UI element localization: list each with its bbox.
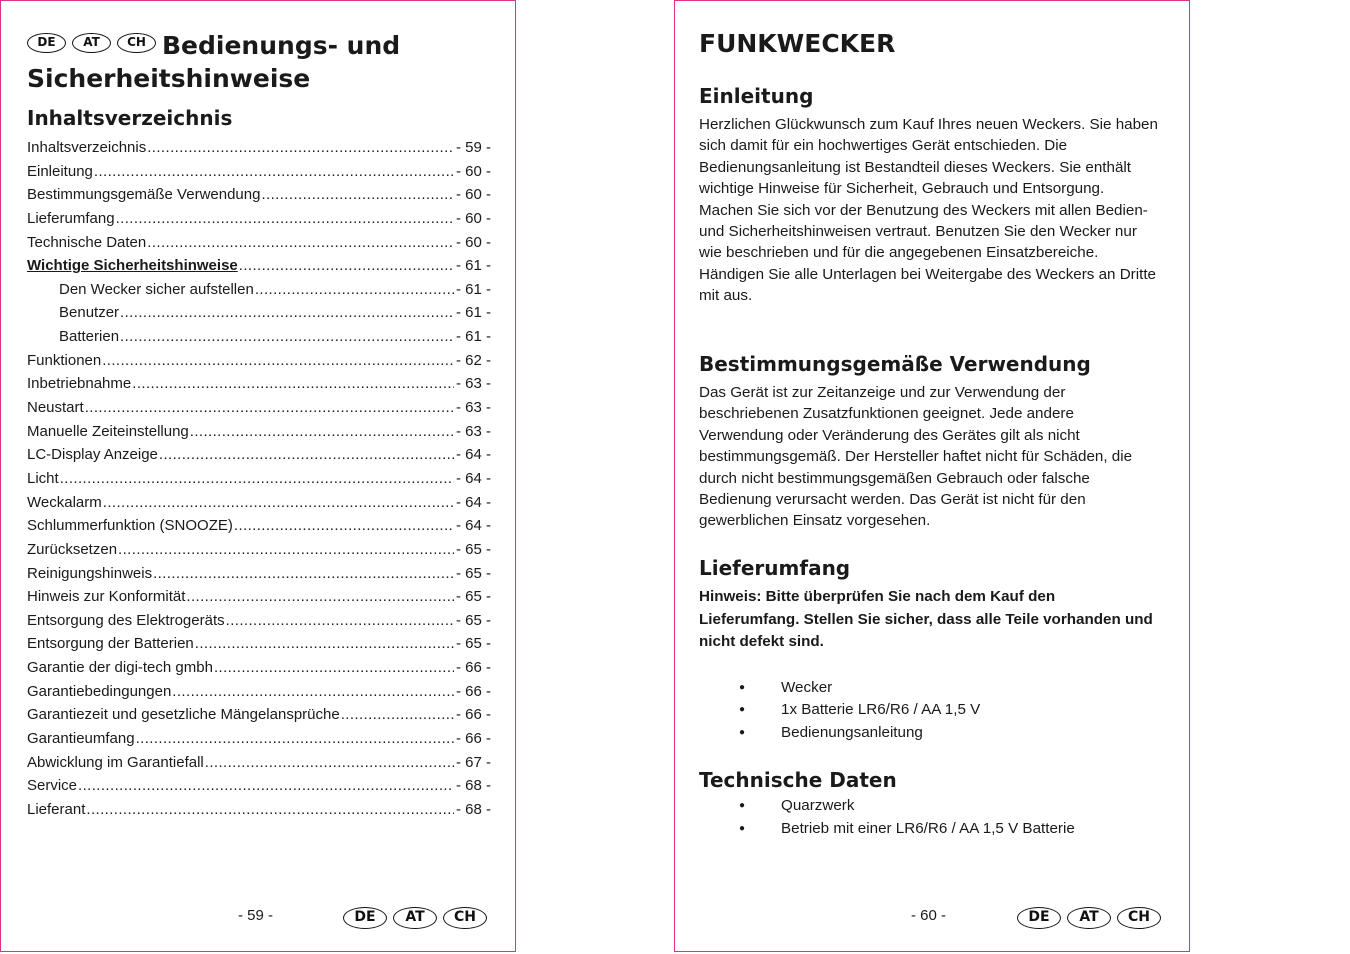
toc-entry-label: Neustart <box>27 399 84 417</box>
toc-leader-dots <box>132 372 454 396</box>
toc-entry-page: - 65 - <box>455 564 491 582</box>
toc-entry-page: - 65 - <box>455 635 491 653</box>
right-page <box>674 0 1190 952</box>
toc-leader-dots <box>147 231 454 255</box>
toc-leader-dots <box>239 254 454 278</box>
toc-entry[interactable] <box>27 396 491 420</box>
list-item: ● Bedienungsanleitung <box>699 722 1159 745</box>
list-item: ● Betrieb mit einer LR6/R6 / AA 1,5 V Batterie <box>699 818 1159 841</box>
page-title <box>27 29 497 95</box>
delivery-list <box>699 677 1159 745</box>
toc-leader-dots <box>120 301 454 325</box>
toc-entry-label: Bestimmungsgemäße Verwendung <box>27 186 261 204</box>
paragraph: Herzlichen Glückwunsch zum Kauf Ihres neuen Weckers. Sie haben sich damit für ein hochwertiges Gerät entschieden. Die Bedienungsanleitung ist Bestandteil dieses Weckers. Sie enthält wichtige Hinweise für Sicherheit, Gebrauch und Entsorgung. Machen Sie sich vor der Benutzung des Weckers mit allen Bedien- und Sicherheitshinweisen vertraut. Benutzen Sie den Wecker nur wie beschrieben und für die angegebenen Einsatzbereiche. <box>699 116 1158 262</box>
toc-leader-dots <box>103 491 454 515</box>
toc-entry[interactable] <box>27 514 491 538</box>
toc-entry-page: - 61 - <box>455 280 491 298</box>
toc-entry-page: - 64 - <box>455 446 491 464</box>
toc-entry-label: Zurücksetzen <box>27 540 118 558</box>
toc-entry[interactable] <box>27 585 491 609</box>
page-number: - 60 - <box>911 907 947 924</box>
toc-entry-page: - 62 - <box>455 351 491 369</box>
toc-entry-label: Garantieumfang <box>27 730 135 748</box>
toc-entry-page: - 66 - <box>455 706 491 724</box>
toc-entry-page: - 65 - <box>455 611 491 629</box>
toc-entry-label: Lieferumfang <box>27 209 115 227</box>
toc-entry-page: - 66 - <box>455 730 491 748</box>
toc-entry-page: - 61 - <box>455 328 491 346</box>
toc-entry-page: - 64 - <box>455 469 491 487</box>
toc-entry-page: - 61 - <box>455 257 491 275</box>
toc-entry[interactable] <box>27 183 491 207</box>
toc-entry-page: - 64 - <box>455 517 491 535</box>
page-title-text: Bedienungs- und Sicherheitshinweise <box>27 31 401 93</box>
toc-entry[interactable] <box>27 609 491 633</box>
toc-entry-label: Reinigungshinweis <box>27 564 153 582</box>
toc-leader-dots <box>147 136 454 160</box>
toc-entry-page: - 60 - <box>455 233 491 251</box>
toc-entry[interactable] <box>27 301 491 325</box>
toc-entry-page: - 66 - <box>455 659 491 677</box>
paragraph: Das Gerät ist zur Zeitanzeige und zur Verwendung der beschriebenen Zusatzfunktionen geeignet. Jede andere Verwendung oder Veränderung des Gerätes gilt als nicht bestimmungsgemäß. Der Hersteller haftet nicht für Schäden, die durch nicht bestimmungsgemäßen Gebrauch oder falsche Bedienung verursacht werden. Das Gerät ist nicht für den gewerblichen Einsatz vorgesehen. <box>699 384 1133 530</box>
toc-entry-page: - 65 - <box>455 588 491 606</box>
section-verwendung <box>699 351 1159 532</box>
product-title: FUNKWECKER <box>699 29 896 58</box>
toc-leader-dots <box>195 632 454 656</box>
page-number: - 59 - <box>238 907 274 924</box>
toc-leader-dots <box>94 160 454 184</box>
section-heading: Bestimmungsgemäße Verwendung <box>699 352 1091 376</box>
toc-entry[interactable] <box>27 160 491 184</box>
toc-entry-label: Hinweis zur Konformität <box>27 588 186 606</box>
toc-leader-dots <box>186 585 454 609</box>
section-technik <box>699 767 1159 841</box>
flag-ch-icon: CH <box>117 33 156 53</box>
toc-entry[interactable] <box>27 136 491 160</box>
flag-de-icon: DE <box>27 33 66 53</box>
toc-entry-label: Entsorgung der Batterien <box>27 635 194 653</box>
toc-entry-page: - 66 - <box>455 682 491 700</box>
toc-leader-dots <box>118 538 454 562</box>
specs-list <box>699 795 1159 841</box>
toc-entry-label: LC-Display Anzeige <box>27 446 158 464</box>
table-of-contents <box>27 136 491 822</box>
list-item: ● 1x Batterie LR6/R6 / AA 1,5 V <box>699 699 1159 722</box>
section-heading: Einleitung <box>699 84 814 108</box>
toc-leader-dots <box>85 396 454 420</box>
toc-leader-dots <box>136 727 454 751</box>
toc-entry-label: Manuelle Zeiteinstellung <box>27 422 189 440</box>
toc-leader-dots <box>341 703 454 727</box>
toc-entry[interactable] <box>27 656 491 680</box>
flag-de-icon: DE <box>343 907 387 929</box>
toc-entry-page: - 64 - <box>455 493 491 511</box>
toc-leader-dots <box>205 751 454 775</box>
toc-leader-dots <box>190 420 454 444</box>
list-item: ● Quarzwerk <box>699 795 1159 818</box>
toc-entry-label: Benutzer <box>59 304 120 322</box>
list-item: ● Wecker <box>699 677 1159 700</box>
toc-leader-dots <box>214 656 454 680</box>
toc-entry-page: - 65 - <box>455 540 491 558</box>
toc-entry-label: Garantiebedingungen <box>27 682 172 700</box>
toc-entry[interactable] <box>27 278 491 302</box>
toc-entry-page: - 61 - <box>455 304 491 322</box>
toc-entry-label: Technische Daten <box>27 233 147 251</box>
toc-entry-label: Funktionen <box>27 351 102 369</box>
toc-leader-dots <box>226 609 454 633</box>
toc-leader-dots <box>116 207 454 231</box>
toc-entry[interactable] <box>27 231 491 255</box>
toc-entry-label: Weckalarm <box>27 493 102 511</box>
toc-entry-label: Batterien <box>59 328 120 346</box>
toc-entry-page: - 60 - <box>455 186 491 204</box>
toc-leader-dots <box>86 798 454 822</box>
toc-entry-page: - 63 - <box>455 422 491 440</box>
toc-leader-dots <box>172 680 454 704</box>
toc-leader-dots <box>120 325 454 349</box>
toc-entry-label: Lieferant <box>27 800 86 818</box>
footer-flags <box>1017 907 1161 929</box>
toc-leader-dots <box>261 183 454 207</box>
toc-entry-label: Schlummerfunktion (SNOOZE) <box>27 517 233 535</box>
toc-entry[interactable] <box>27 562 491 586</box>
toc-leader-dots <box>159 443 454 467</box>
country-flags <box>27 33 156 53</box>
toc-leader-dots <box>60 467 454 491</box>
flag-de-icon: DE <box>1017 907 1061 929</box>
toc-leader-dots <box>234 514 454 538</box>
section-einleitung <box>699 83 1159 307</box>
toc-entry[interactable] <box>27 467 491 491</box>
toc-leader-dots <box>102 349 454 373</box>
toc-entry[interactable] <box>27 703 491 727</box>
toc-entry-label: Einleitung <box>27 162 93 180</box>
toc-entry-page: - 63 - <box>455 399 491 417</box>
toc-entry[interactable] <box>27 349 491 373</box>
footer-flags <box>343 907 487 929</box>
section-heading: Lieferumfang <box>699 556 851 580</box>
toc-entry[interactable] <box>27 372 491 396</box>
toc-entry-page: - 67 - <box>455 753 491 771</box>
toc-entry[interactable] <box>27 491 491 515</box>
toc-entry[interactable] <box>27 254 491 278</box>
toc-entry[interactable] <box>27 632 491 656</box>
toc-entry-page: - 60 - <box>455 209 491 227</box>
toc-heading: Inhaltsverzeichnis <box>27 106 233 130</box>
left-page <box>0 0 516 952</box>
flag-at-icon: AT <box>393 907 437 929</box>
toc-entry-label: Licht <box>27 469 59 487</box>
toc-leader-dots <box>78 774 454 798</box>
toc-entry-page: - 63 - <box>455 375 491 393</box>
toc-entry-label: Service <box>27 777 78 795</box>
paragraph: Händigen Sie alle Unterlagen bei Weitergabe des Weckers an Dritte mit aus. <box>699 265 1157 305</box>
toc-entry-page: - 60 - <box>455 162 491 180</box>
toc-entry[interactable] <box>27 774 491 798</box>
section-lieferumfang <box>699 555 1159 745</box>
toc-entry-label: Wichtige Sicherheitshinweise <box>27 257 238 275</box>
toc-leader-dots <box>153 562 454 586</box>
toc-entry[interactable] <box>27 325 491 349</box>
toc-entry[interactable] <box>27 443 491 467</box>
toc-entry-page: - 68 - <box>455 777 491 795</box>
flag-at-icon: AT <box>72 33 111 53</box>
toc-entry[interactable] <box>27 538 491 562</box>
toc-entry-page: - 59 - <box>455 139 491 156</box>
toc-entry-label: Abwicklung im Garantiefall <box>27 753 204 771</box>
toc-entry[interactable] <box>27 680 491 704</box>
flag-ch-icon: CH <box>443 907 487 929</box>
toc-entry-label: Inhaltsverzeichnis <box>27 139 147 156</box>
toc-entry-label: Garantie der digi-tech gmbh <box>27 659 213 677</box>
toc-entry[interactable] <box>27 727 491 751</box>
toc-entry-label: Entsorgung des Elektrogeräts <box>27 611 225 629</box>
toc-entry-page: - 68 - <box>455 800 491 818</box>
toc-leader-dots <box>255 278 454 302</box>
toc-entry[interactable] <box>27 207 491 231</box>
toc-entry-label: Den Wecker sicher aufstellen <box>59 280 254 298</box>
toc-entry[interactable] <box>27 751 491 775</box>
flag-at-icon: AT <box>1067 907 1111 929</box>
toc-entry[interactable] <box>27 798 491 822</box>
hint-note: Hinweis: Bitte überprüfen Sie nach dem Kauf den Lieferumfang. Stellen Sie sicher, dass alle Teile vorhanden und nicht defekt sind. <box>699 588 1153 650</box>
toc-entry-label: Garantiezeit und gesetzliche Mängelansprüche <box>27 706 340 724</box>
flag-ch-icon: CH <box>1117 907 1161 929</box>
toc-entry-label: Inbetriebnahme <box>27 375 132 393</box>
toc-entry[interactable] <box>27 420 491 444</box>
section-heading: Technische Daten <box>699 768 897 792</box>
